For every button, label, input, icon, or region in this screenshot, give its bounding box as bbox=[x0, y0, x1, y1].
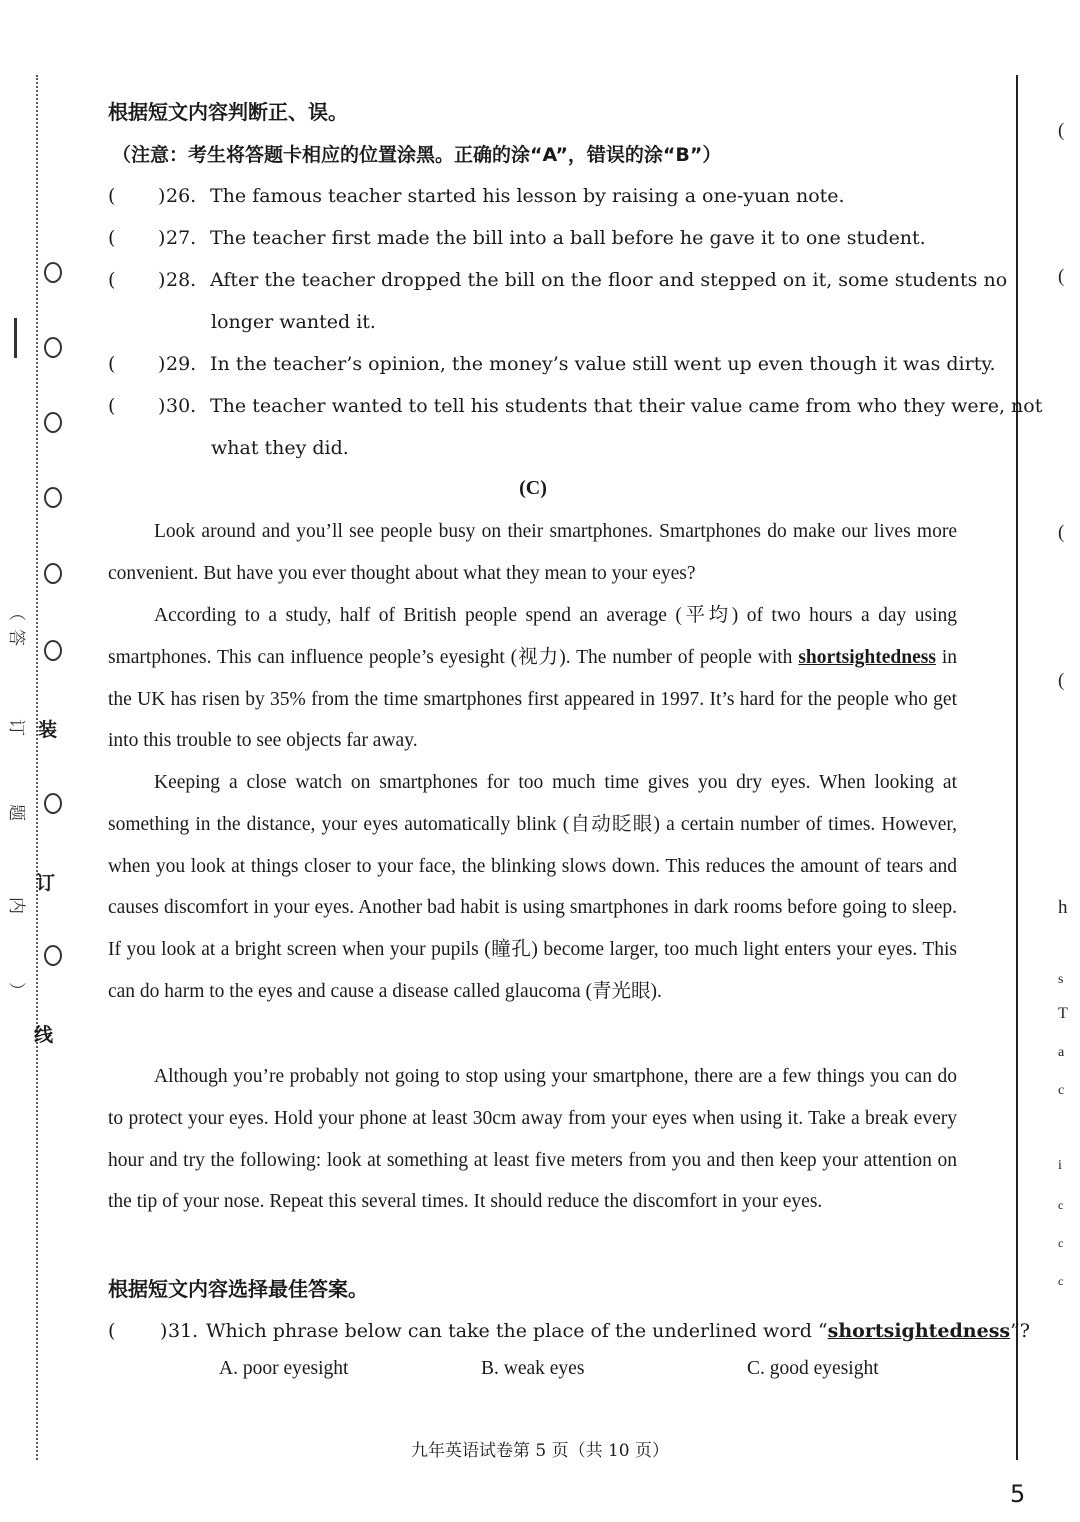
question-text: The famous teacher started his lesson by raising a one-yuan note. bbox=[210, 185, 845, 207]
passage-paragraph-1: Look around and you’ll see people busy on their smartphones. Smartphones do make our lives more convenient. But have you ever thought about what they mean to your eyes? bbox=[108, 521, 957, 584]
passage-paragraph-3: Keeping a close watch on smartphones for too much time gives you dry eyes. When looking at something in the distance, your eyes automatically blink (自动眨眼) a certain number of times. However, when you look at things closer to your face, the blinking slows down. This reduces the amount of tears and causes discomfort in your eyes. Another bad habit is using smartphones in dark rooms before going to sleep. If you look at a bright screen when your pupils (瞳孔) become larger, too much light enters your eyes. This can do harm to the eyes and cause a disease called glaucoma (青光眼). bbox=[108, 772, 957, 1002]
question-text-continued: what they did. bbox=[211, 437, 349, 459]
next-page-fragment: ( bbox=[1058, 120, 1065, 141]
next-page-fragment: i bbox=[1058, 1158, 1062, 1173]
binding-note: 答 bbox=[6, 629, 26, 646]
question-number: 27. bbox=[166, 227, 197, 249]
section-c-label: (C) bbox=[519, 477, 547, 499]
option-b: B. weak eyes bbox=[481, 1358, 585, 1379]
binding-hole bbox=[44, 640, 62, 661]
question-text-continued: longer wanted it. bbox=[211, 311, 376, 333]
binding-hole bbox=[44, 337, 62, 358]
binding-note: 题 bbox=[6, 804, 26, 821]
binding-char-ding: 订 bbox=[36, 872, 56, 894]
section-b-note: （注意：考生将答题卡相应的位置涂黑。正确的涂“A”，错误的涂“B”） bbox=[112, 144, 722, 166]
option-a: A. poor eyesight bbox=[219, 1358, 349, 1379]
binding-note: （ bbox=[6, 604, 26, 621]
next-page-fragment: c bbox=[1058, 1198, 1064, 1212]
binding-hole bbox=[44, 793, 62, 814]
right-page-border bbox=[1016, 75, 1018, 1460]
question-text: In the teacher’s opinion, the money’s value still went up even though it was dirty. bbox=[210, 353, 996, 375]
next-page-fragment: c bbox=[1058, 1274, 1064, 1288]
margin-bar bbox=[14, 318, 17, 358]
page-number: 5 bbox=[1010, 1480, 1026, 1508]
next-page-fragment: c bbox=[1058, 1083, 1065, 1098]
question-text: Which phrase below can take the place of the underlined word “shortsightedness”? bbox=[206, 1320, 1030, 1342]
passage-paragraph-4: Although you’re probably not going to stop using your smartphone, there are a few things you can do to protect your eyes. Hold your phone at least 30cm away from your eyes when using it. Take a break every hour and try the following: look at something at least five meters from you and then keep your attention on the tip of your nose. Repeat this several times. It should reduce the discomfort in your eyes. bbox=[108, 1066, 957, 1213]
binding-dotted-line bbox=[36, 75, 38, 1460]
section-b-instruction: 根据短文内容判断正、误。 bbox=[108, 100, 348, 124]
binding-hole bbox=[44, 563, 62, 584]
underlined-word: shortsightedness bbox=[798, 646, 936, 668]
binding-note: 订 bbox=[6, 719, 26, 736]
binding-hole bbox=[44, 945, 62, 966]
question-number: 29. bbox=[166, 353, 197, 375]
binding-note: 内 bbox=[6, 897, 26, 914]
question-text: The teacher first made the bill into a ball before he gave it to one student. bbox=[210, 227, 926, 249]
next-page-fragment: h bbox=[1058, 897, 1068, 918]
binding-hole bbox=[44, 412, 62, 433]
next-page-fragment: ( bbox=[1058, 266, 1065, 287]
question-number: 30. bbox=[166, 395, 197, 417]
next-page-fragment: T bbox=[1058, 1005, 1068, 1022]
next-page-fragment: a bbox=[1058, 1045, 1065, 1060]
question-text: After the teacher dropped the bill on the floor and stepped on it, some students no bbox=[210, 269, 1008, 291]
binding-char-xian: 线 bbox=[34, 1024, 54, 1046]
underlined-word: shortsightedness bbox=[827, 1320, 1011, 1342]
next-page-fragment: ( bbox=[1058, 522, 1065, 543]
question-number: 31. bbox=[168, 1320, 199, 1342]
section-c-instruction: 根据短文内容选择最佳答案。 bbox=[108, 1277, 368, 1301]
next-page-fragment: c bbox=[1058, 1236, 1064, 1250]
next-page-fragment: ( bbox=[1058, 670, 1065, 691]
page-footer: 九年英语试卷第 5 页（共 10 页） bbox=[410, 1441, 670, 1461]
question-text: The teacher wanted to tell his students that their value came from who they were, not bbox=[210, 395, 1043, 417]
binding-char-zhuang: 装 bbox=[38, 719, 58, 741]
question-number: 28. bbox=[166, 269, 197, 291]
option-c: C. good eyesight bbox=[747, 1358, 879, 1379]
question-number: 26. bbox=[166, 185, 197, 207]
binding-hole bbox=[44, 262, 62, 283]
binding-note: ） bbox=[6, 982, 26, 999]
binding-hole bbox=[44, 487, 62, 508]
passage-paragraph-2: According to a study, half of British people spend an average (平均) of two hours a day using smartphones. This can influence people’s eyesight (视力). The number of people with shortsightedness in the UK has risen by 35% from the time smartphones first appeared in 1997. It’s hard for the people who get into this trouble to see objects far away. bbox=[108, 605, 957, 752]
next-page-fragment: s bbox=[1058, 972, 1064, 987]
